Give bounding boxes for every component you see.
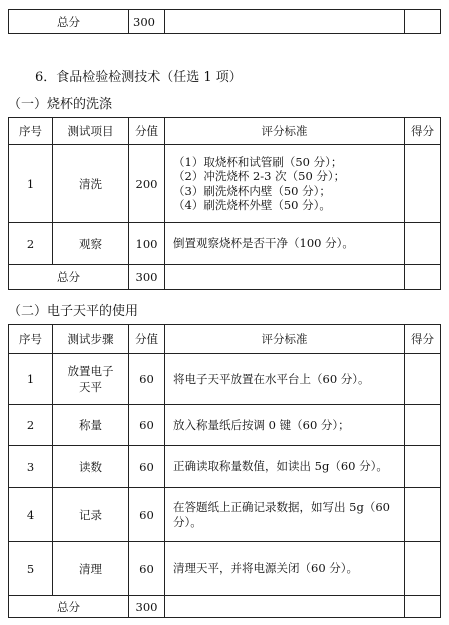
row-score: 60 bbox=[129, 354, 165, 405]
row-criteria: 正确读取称量数值，如读出 5g（60 分）。 bbox=[165, 446, 405, 488]
header-no: 序号 bbox=[9, 118, 53, 145]
total-score: 300 bbox=[129, 596, 165, 618]
header-score: 分值 bbox=[129, 118, 165, 145]
header-item: 测试步骤 bbox=[53, 325, 129, 354]
row-mark bbox=[405, 446, 441, 488]
empty-cell bbox=[165, 596, 405, 618]
section-title: 6．食品检验检测技术（任选 1 项） bbox=[35, 70, 242, 85]
table-total-row bbox=[9, 596, 441, 618]
criteria-line: （1）取烧杯和试管刷（50 分）； bbox=[173, 154, 343, 169]
criteria-line: 倒置观察烧杯是否干净（100 分）。 bbox=[173, 236, 354, 251]
row-score: 200 bbox=[129, 145, 165, 223]
header-criteria: 评分标准 bbox=[165, 118, 405, 145]
table-row bbox=[9, 354, 441, 405]
row-criteria bbox=[165, 223, 405, 265]
row-score: 60 bbox=[129, 446, 165, 488]
row-no: 3 bbox=[9, 446, 53, 488]
row-score: 60 bbox=[129, 488, 165, 542]
row-criteria: 放入称量纸后按调 0 键（60 分）； bbox=[165, 405, 405, 446]
row-item: 记录 bbox=[53, 488, 129, 542]
row-item: 清理 bbox=[53, 542, 129, 596]
previous-score-table bbox=[8, 9, 441, 34]
row-item: 读数 bbox=[53, 446, 129, 488]
row-score: 60 bbox=[129, 542, 165, 596]
criteria-line: （4）刷洗烧杯外壁（50 分）。 bbox=[173, 198, 331, 212]
empty-cell bbox=[405, 596, 441, 618]
total-label: 总分 bbox=[9, 10, 129, 34]
row-item: 观察 bbox=[53, 223, 129, 265]
row-mark bbox=[405, 223, 441, 265]
beaker-washing-table bbox=[8, 117, 441, 290]
empty-cell bbox=[405, 265, 441, 290]
row-item: 称量 bbox=[53, 405, 129, 446]
row-mark bbox=[405, 145, 441, 223]
table-header-row bbox=[9, 325, 441, 354]
row-no: 1 bbox=[9, 354, 53, 405]
row-no: 2 bbox=[9, 223, 53, 265]
table-row bbox=[9, 446, 441, 488]
empty-cell bbox=[405, 10, 441, 34]
total-score: 300 bbox=[129, 10, 165, 34]
empty-cell bbox=[165, 10, 405, 34]
header-mark: 得分 bbox=[405, 325, 441, 354]
table-header-row bbox=[9, 118, 441, 145]
row-criteria: 在答题纸上正确记录数据，如写出 5g（60 分）。 bbox=[165, 488, 405, 542]
table-row bbox=[9, 405, 441, 446]
table-total-row bbox=[9, 10, 441, 34]
header-criteria: 评分标准 bbox=[165, 325, 405, 354]
row-no: 2 bbox=[9, 405, 53, 446]
header-no: 序号 bbox=[9, 325, 53, 354]
total-label: 总分 bbox=[9, 265, 129, 290]
row-mark bbox=[405, 542, 441, 596]
row-score: 100 bbox=[129, 223, 165, 265]
row-score: 60 bbox=[129, 405, 165, 446]
table-row bbox=[9, 488, 441, 542]
row-no: 4 bbox=[9, 488, 53, 542]
table-row bbox=[9, 542, 441, 596]
table-row bbox=[9, 223, 441, 265]
header-item: 测试项目 bbox=[53, 118, 129, 145]
row-criteria: 将电子天平放置在水平台上（60 分）。 bbox=[165, 354, 405, 405]
row-criteria: 清理天平，并将电源关闭（60 分）。 bbox=[165, 542, 405, 596]
total-label: 总分 bbox=[9, 596, 129, 618]
table-row bbox=[9, 145, 441, 223]
total-score: 300 bbox=[129, 265, 165, 290]
balance-usage-table bbox=[8, 324, 441, 618]
row-item: 清洗 bbox=[53, 145, 129, 223]
row-no: 1 bbox=[9, 145, 53, 223]
row-criteria bbox=[165, 145, 405, 223]
header-score: 分值 bbox=[129, 325, 165, 354]
criteria-line: （3）刷洗烧杯内壁（50 分）； bbox=[173, 183, 331, 198]
part2-title: （二）电子天平的使用 bbox=[8, 304, 139, 319]
empty-cell bbox=[165, 265, 405, 290]
criteria-line: （2）冲洗烧杯 2-3 次（50 分）； bbox=[173, 169, 346, 183]
header-mark: 得分 bbox=[405, 118, 441, 145]
row-mark bbox=[405, 488, 441, 542]
part1-title: （一）烧杯的洗涤 bbox=[8, 97, 113, 112]
row-mark bbox=[405, 354, 441, 405]
row-mark bbox=[405, 405, 441, 446]
row-no: 5 bbox=[9, 542, 53, 596]
table-total-row bbox=[9, 265, 441, 290]
row-item: 放置电子天平 bbox=[53, 354, 129, 405]
